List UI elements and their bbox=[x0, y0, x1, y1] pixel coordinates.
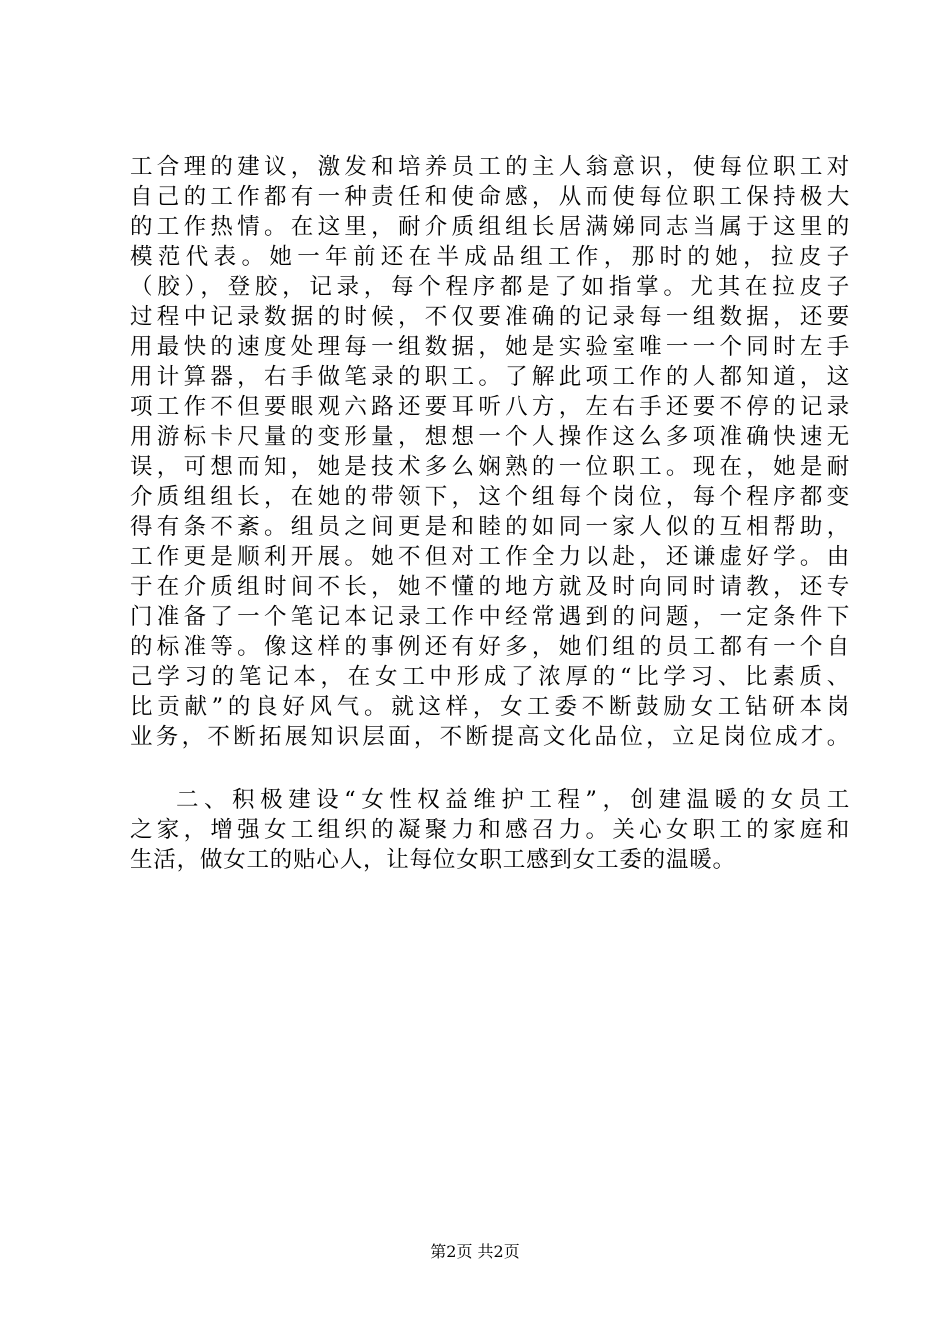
paragraph-1-line: 业务，不断拓展知识层面，不断提高文化品位，立足岗位成才。 bbox=[130, 724, 850, 750]
paragraph-1-line: 误，可想而知，她是技术多么娴熟的一位职工。现在，她是耐 bbox=[130, 454, 850, 480]
paragraph-1-line: 的工作热情。在这里，耐介质组组长居满娣同志当属于这里的 bbox=[130, 214, 850, 240]
paragraph-1-line: 的标准等。像这样的事例还有好多，她们组的员工都有一个自 bbox=[130, 634, 850, 660]
paragraph-1-line: 自己的工作都有一种责任和使命感，从而使每位职工保持极大 bbox=[130, 184, 850, 210]
document-body bbox=[130, 152, 850, 875]
paragraph-1-line: 门准备了一个笔记本记录工作中经常遇到的问题，一定条件下 bbox=[130, 604, 850, 630]
paragraph-spacer bbox=[130, 752, 850, 785]
paragraph-2-line: 二、积极建设“女性权益维护工程”，创建温暖的女员工 bbox=[176, 787, 850, 813]
paragraph-1-line: 用游标卡尺量的变形量，想想一个人操作这么多项准确快速无 bbox=[130, 424, 850, 450]
paragraph-1-line: 比贡献”的良好风气。就这样，女工委不断鼓励女工钻研本岗 bbox=[130, 694, 850, 720]
paragraph-1-line: 得有条不紊。组员之间更是和睦的如同一家人似的互相帮助， bbox=[130, 514, 850, 540]
paragraph-1-line: 于在介质组时间不长，她不懂的地方就及时向同时请教，还专 bbox=[130, 574, 850, 600]
paragraph-1-line: 过程中记录数据的时候，不仅要准确的记录每一组数据，还要 bbox=[130, 304, 850, 330]
paragraph-1-line: 己学习的笔记本，在女工中形成了浓厚的“比学习、比素质、 bbox=[130, 664, 850, 690]
paragraph-1-line: 项工作不但要眼观六路还要耳听八方，左右手还要不停的记录 bbox=[130, 394, 850, 420]
page-footer: 第2页 共2页 bbox=[430, 1242, 520, 1261]
paragraph-1-line: （胶），登胶，记录，每个程序都是了如指掌。尤其在拉皮子 bbox=[130, 274, 850, 300]
paragraph-2-line: 之家，增强女工组织的凝聚力和感召力。关心女职工的家庭和 bbox=[130, 817, 850, 843]
paragraph-1-line: 工作更是顺利开展。她不但对工作全力以赴，还谦虚好学。由 bbox=[130, 544, 850, 570]
paragraph-2-line: 生活，做女工的贴心人，让每位女职工感到女工委的温暖。 bbox=[130, 847, 736, 873]
paragraph-1-line: 介质组组长，在她的带领下，这个组每个岗位，每个程序都变 bbox=[130, 484, 850, 510]
paragraph-1-line: 用最快的速度处理每一组数据，她是实验室唯一一个同时左手 bbox=[130, 334, 850, 360]
paragraph-1-line: 工合理的建议，激发和培养员工的主人翁意识，使每位职工对 bbox=[130, 154, 850, 180]
paragraph-1-line: 用计算器，右手做笔录的职工。了解此项工作的人都知道，这 bbox=[130, 364, 850, 390]
paragraph-1-line: 模范代表。她一年前还在半成品组工作，那时的她，拉皮子 bbox=[130, 244, 850, 270]
